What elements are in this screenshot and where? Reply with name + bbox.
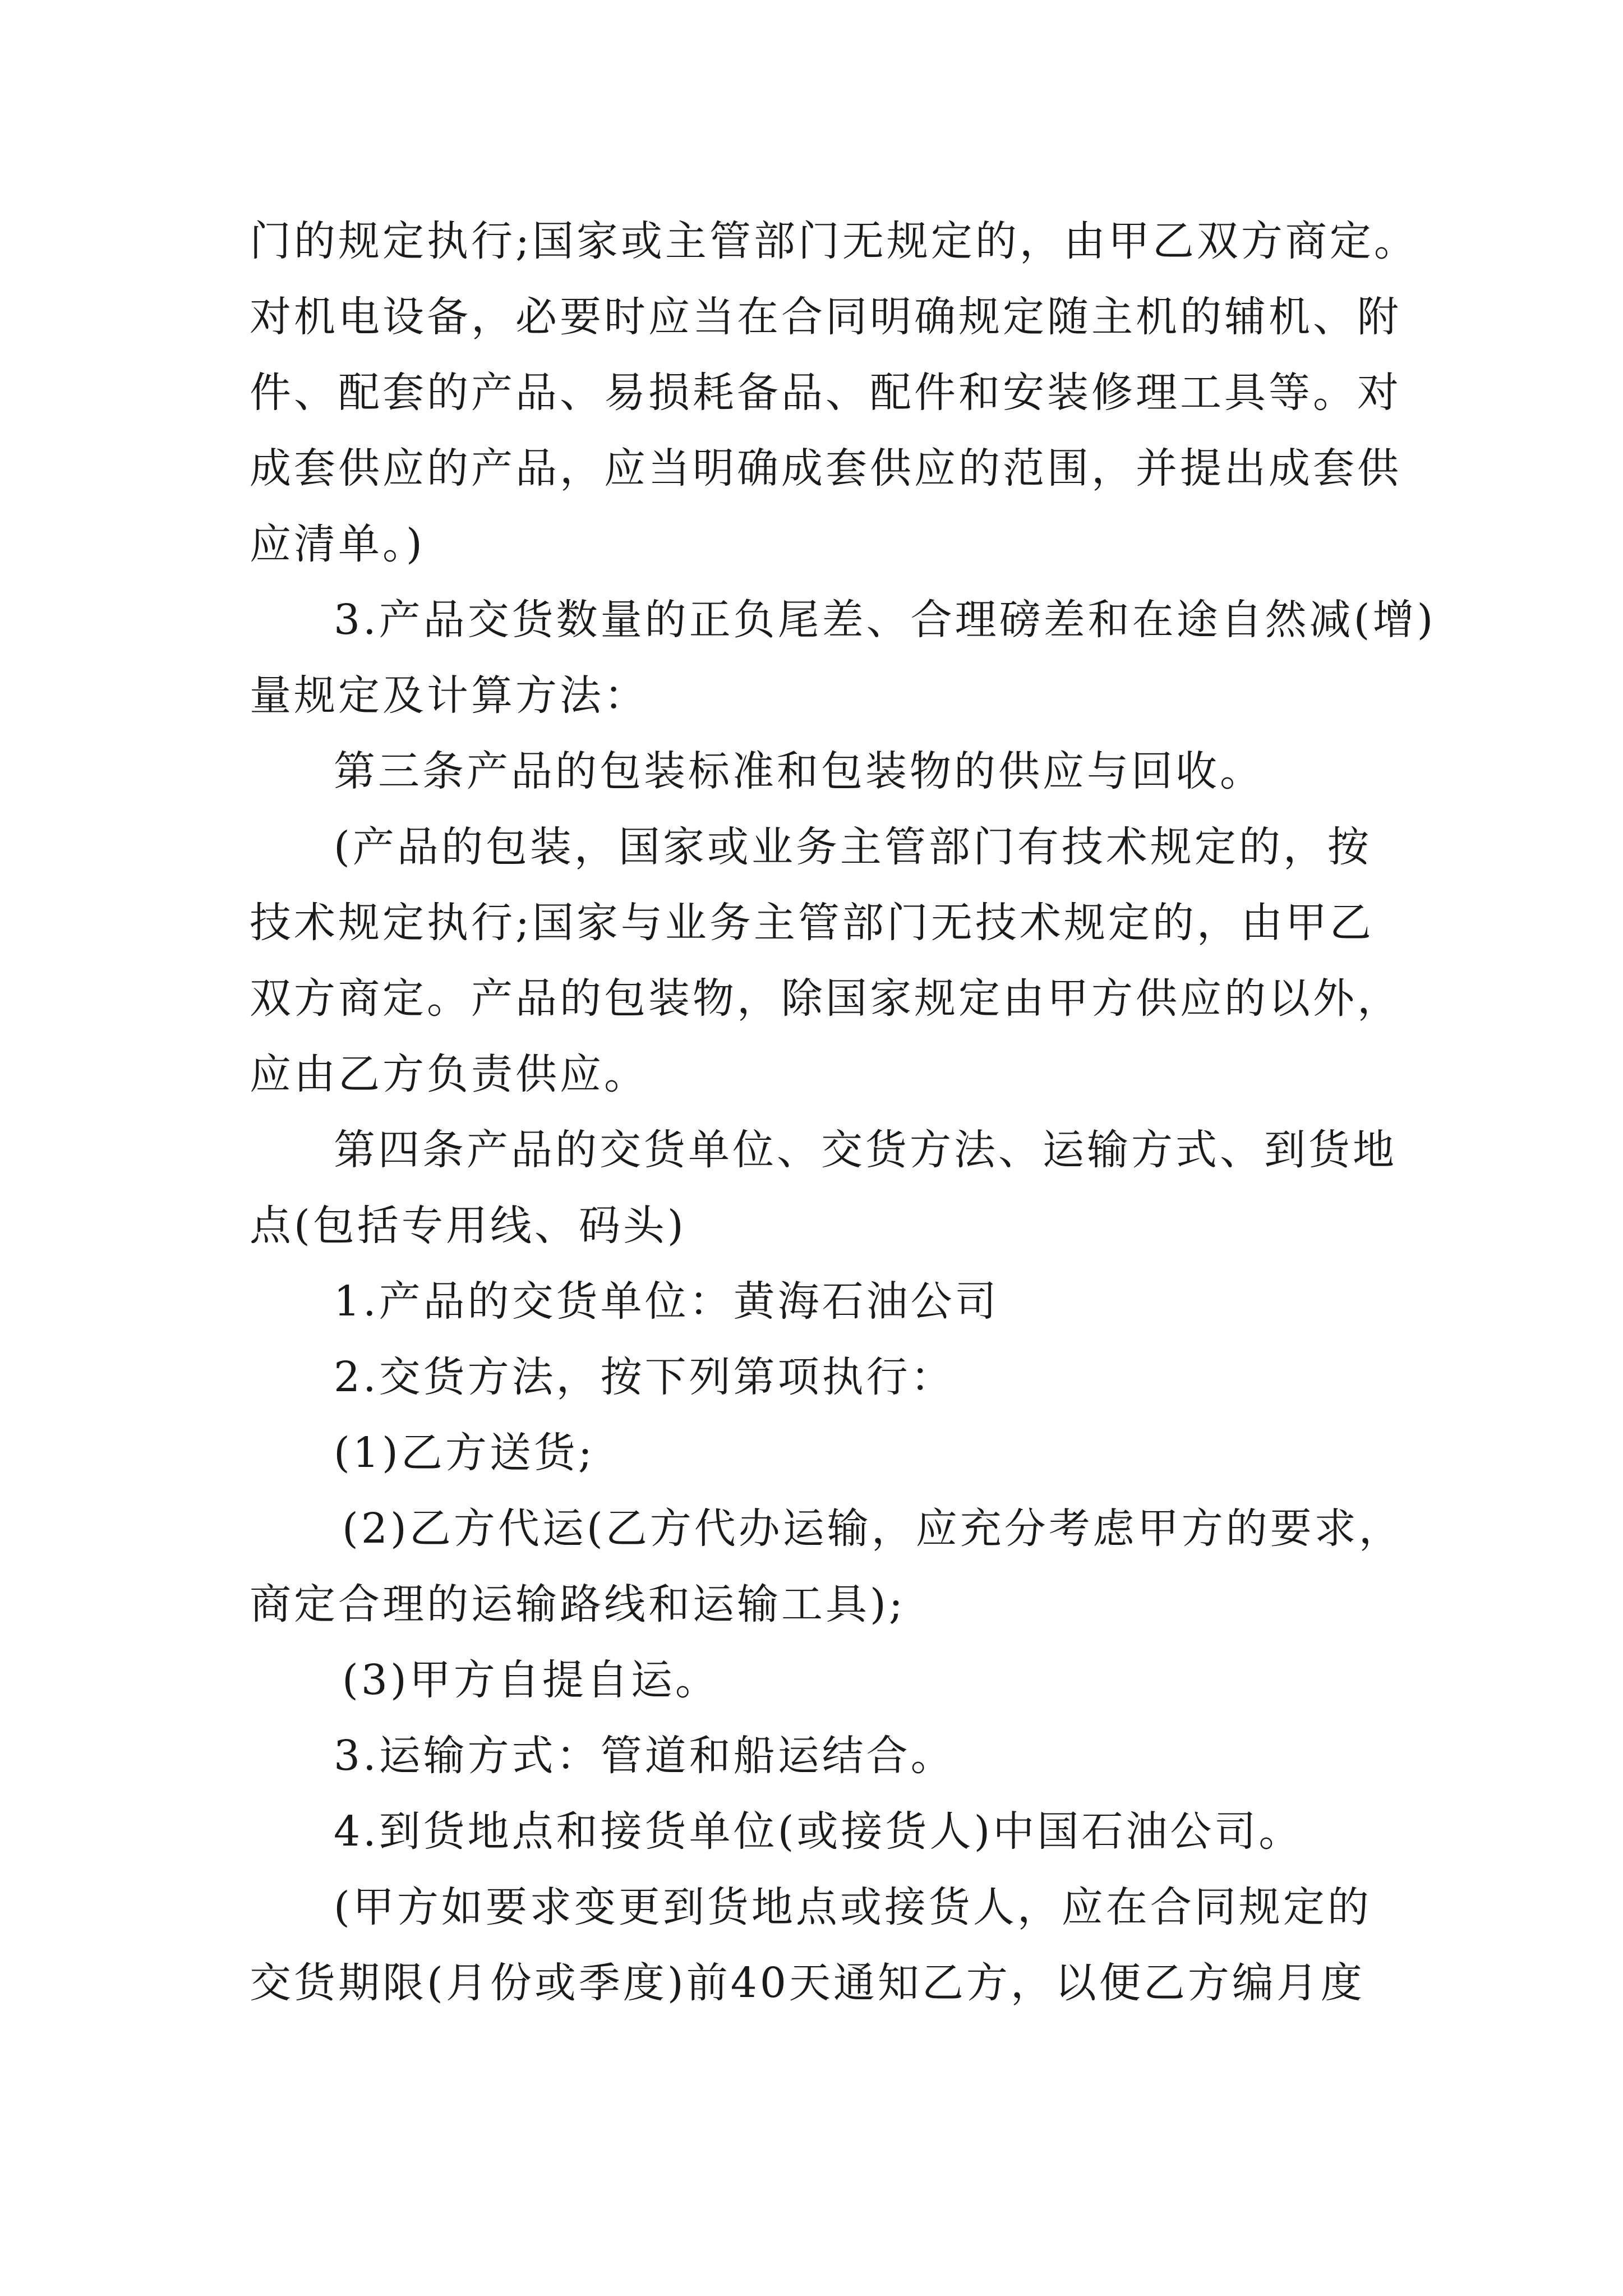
text-line: 1.产品的交货单位：黄海石油公司 — [334, 1277, 999, 1326]
text-line: 双方商定。产品的包装物，除国家规定由甲方供应的以外， — [250, 974, 1401, 1023]
text-line: 应清单。) — [250, 520, 425, 568]
text-line: 量规定及计算方法： — [250, 671, 648, 720]
text-line: 3.产品交货数量的正负尾差、合理磅差和在途自然减(增) — [334, 596, 1436, 644]
section-heading-article-4: 第四条产品的交货单位、交货方法、运输方式、到货地 — [334, 1126, 1397, 1174]
text-line: 点(包括专用线、码头) — [250, 1202, 686, 1250]
text-line: 商定合理的运输路线和运输工具); — [250, 1580, 906, 1628]
text-line: (产品的包装，国家或业务主管部门有技术规定的，按 — [334, 823, 1372, 871]
list-item: (1)乙方送货; — [334, 1429, 595, 1477]
text-line: 门的规定执行;国家或主管部门无规定的，由甲乙双方商定。 — [250, 217, 1418, 265]
list-item: (2)乙方代运(乙方代办运输，应充分考虑甲方的要求， — [342, 1504, 1403, 1553]
text-line: 3.运输方式：管道和船运结合。 — [334, 1732, 955, 1780]
section-heading-article-3: 第三条产品的包装标准和包装物的供应与回收。 — [334, 747, 1264, 795]
list-item: (3)甲方自提自运。 — [342, 1656, 720, 1704]
text-line: 交货期限(月份或季度)前40天通知乙方，以便乙方编月度 — [250, 1959, 1365, 2007]
text-line: 技术规定执行;国家与业务主管部门无技术规定的，由甲乙 — [250, 899, 1374, 947]
text-line: 对机电设备，必要时应当在合同明确规定随主机的辅机、附 — [250, 293, 1401, 341]
text-line: 应由乙方负责供应。 — [250, 1050, 648, 1098]
text-line: 2.交货方法，按下列第项执行： — [334, 1353, 955, 1401]
text-line: 件、配套的产品、易损耗备品、配件和安装修理工具等。对 — [250, 369, 1401, 417]
text-line: (甲方如要求变更到货地点或接货人，应在合同规定的 — [334, 1883, 1372, 1931]
text-line: 成套供应的产品，应当明确成套供应的范围，并提出成套供 — [250, 444, 1401, 493]
text-line: 4.到货地点和接货单位(或接货人)中国石油公司。 — [334, 1807, 1303, 1856]
